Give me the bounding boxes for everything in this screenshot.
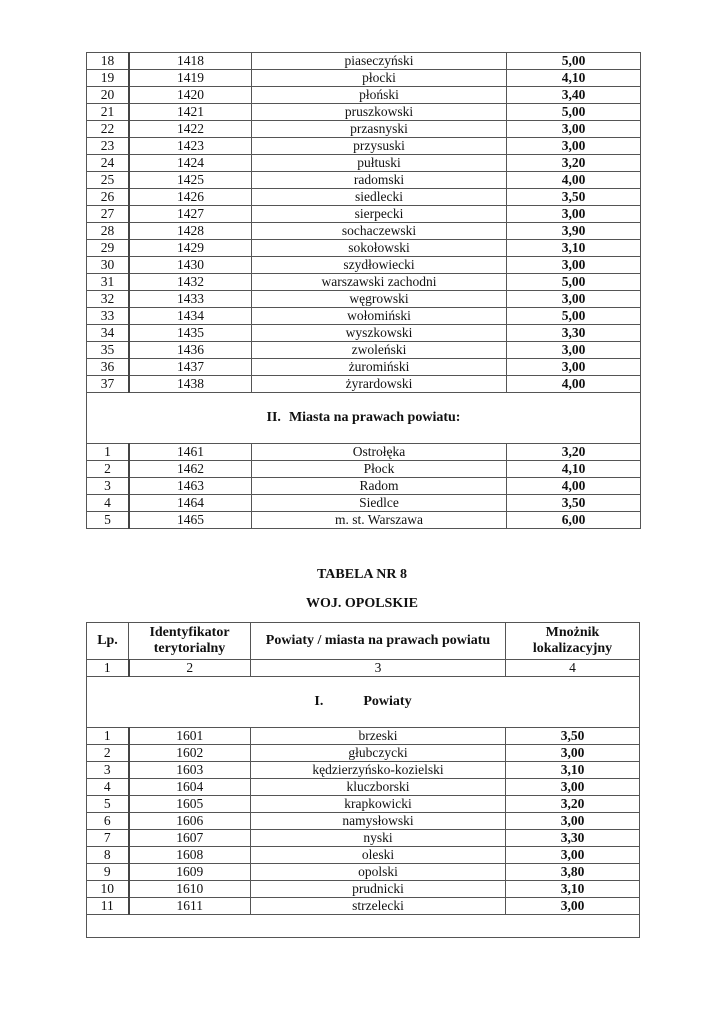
section-label: Miasta na prawach powiatu: [288,410,461,425]
lp-cell: 6 [87,813,129,830]
name-cell: żuromiński [252,359,507,376]
identifier-cell: 1601 [129,728,251,745]
multiplier-cell: 3,00 [506,847,640,864]
colnum-4: 4 [506,660,640,677]
name-cell: głubczycki [251,745,506,762]
identifier-cell: 1604 [129,779,251,796]
table-row [87,342,641,359]
table-row [87,478,641,495]
identifier-cell: 1423 [129,138,252,155]
table-row [87,495,641,512]
lp-cell: 2 [87,745,129,762]
lp-cell: 2 [87,461,130,478]
identifier-cell: 1419 [129,70,252,87]
lp-cell: 32 [87,291,130,308]
lp-cell: 21 [87,104,130,121]
name-cell: płoński [252,87,507,104]
table-row [87,444,641,461]
multiplier-cell: 3,00 [507,291,641,308]
name-cell: węgrowski [252,291,507,308]
name-cell: Siedlce [252,495,507,512]
table-row [87,745,640,762]
lp-cell: 27 [87,206,130,223]
name-cell: pułtuski [252,155,507,172]
name-cell: wyszkowski [252,325,507,342]
table-row [87,291,641,308]
table-row [87,813,640,830]
identifier-cell: 1429 [129,240,252,257]
table-row [87,461,641,478]
name-cell: płocki [252,70,507,87]
identifier-cell: 1437 [129,359,252,376]
table-row [87,376,641,393]
lp-cell: 24 [87,155,130,172]
lp-cell: 7 [87,830,129,847]
name-cell: sochaczewski [252,223,507,240]
identifier-cell: 1430 [129,257,252,274]
identifier-cell: 1605 [129,796,251,813]
lp-cell: 1 [87,728,129,745]
lp-cell: 31 [87,274,130,291]
table-row [87,240,641,257]
multiplier-cell: 3,20 [507,155,641,172]
name-cell: kluczborski [251,779,506,796]
identifier-cell: 1465 [129,512,252,529]
identifier-cell: 1602 [129,745,251,762]
lp-cell: 4 [87,495,130,512]
multiplier-cell: 5,00 [507,104,641,121]
colnum-3: 3 [251,660,506,677]
table-row [87,121,641,138]
table-row [87,138,641,155]
section-number: II. [266,410,281,425]
name-cell: Ostrołęka [252,444,507,461]
multiplier-cell: 3,10 [506,762,640,779]
name-cell: namysłowski [251,813,506,830]
table-row [87,274,641,291]
table-row [87,189,641,206]
identifier-cell: 1608 [129,847,251,864]
empty-row [87,915,640,938]
opolskie-table [86,622,640,938]
lp-cell: 22 [87,121,130,138]
table-row [87,257,641,274]
mazowieckie-table [86,52,641,529]
section-label: Powiaty [363,694,412,709]
section-powiaty [87,677,640,728]
multiplier-cell: 3,90 [507,223,641,240]
name-cell: prudnicki [251,881,506,898]
lp-cell: 25 [87,172,130,189]
multiplier-cell: 5,00 [507,53,641,70]
name-cell: brzeski [251,728,506,745]
multiplier-cell: 3,10 [507,240,641,257]
header-lp: Lp. [87,623,129,660]
multiplier-cell: 4,10 [507,461,641,478]
identifier-cell: 1426 [129,189,252,206]
table-row [87,223,641,240]
name-cell: przysuski [252,138,507,155]
multiplier-cell: 3,00 [507,257,641,274]
table-row [87,172,641,189]
lp-cell: 29 [87,240,130,257]
lp-cell: 8 [87,847,129,864]
colnum-1: 1 [87,660,129,677]
identifier-cell: 1427 [129,206,252,223]
lp-cell: 37 [87,376,130,393]
multiplier-cell: 3,30 [506,830,640,847]
section-miasta [87,393,641,444]
table-row [87,830,640,847]
lp-cell: 9 [87,864,129,881]
lp-cell: 34 [87,325,130,342]
table-row [87,881,640,898]
identifier-cell: 1610 [129,881,251,898]
table-row [87,762,640,779]
table-row [87,512,641,529]
colnum-2: 2 [129,660,251,677]
multiplier-cell: 3,50 [506,728,640,745]
lp-cell: 10 [87,881,129,898]
identifier-cell: 1436 [129,342,252,359]
multiplier-cell: 3,00 [506,813,640,830]
identifier-cell: 1424 [129,155,252,172]
name-cell: szydłowiecki [252,257,507,274]
lp-cell: 28 [87,223,130,240]
name-cell: żyrardowski [252,376,507,393]
table-title: TABELA NR 8 [317,567,407,582]
name-cell: wołomiński [252,308,507,325]
identifier-cell: 1421 [129,104,252,121]
multiplier-cell: 3,00 [507,342,641,359]
lp-cell: 5 [87,512,130,529]
name-cell: sierpecki [252,206,507,223]
lp-cell: 26 [87,189,130,206]
identifier-cell: 1463 [129,478,252,495]
multiplier-cell: 3,10 [506,881,640,898]
lp-cell: 3 [87,762,129,779]
multiplier-cell: 3,00 [506,779,640,796]
lp-cell: 1 [87,444,130,461]
table-row [87,728,640,745]
multiplier-cell: 4,00 [507,172,641,189]
multiplier-cell: 3,80 [506,864,640,881]
identifier-cell: 1464 [129,495,252,512]
name-cell: zwoleński [252,342,507,359]
name-cell: krapkowicki [251,796,506,813]
header-powiaty: Powiaty / miasta na prawach powiatu [251,623,506,660]
table-row [87,796,640,813]
identifier-cell: 1418 [129,53,252,70]
multiplier-cell: 3,50 [507,189,641,206]
table-row [87,104,641,121]
identifier-cell: 1607 [129,830,251,847]
lp-cell: 30 [87,257,130,274]
multiplier-cell: 3,40 [507,87,641,104]
identifier-cell: 1461 [129,444,252,461]
multiplier-cell: 3,30 [507,325,641,342]
identifier-cell: 1428 [129,223,252,240]
multiplier-cell: 5,00 [507,308,641,325]
name-cell: pruszkowski [252,104,507,121]
identifier-cell: 1609 [129,864,251,881]
lp-cell: 11 [87,898,129,915]
table-row [87,779,640,796]
multiplier-cell: 3,00 [506,745,640,762]
multiplier-cell: 3,00 [506,898,640,915]
multiplier-cell: 3,00 [507,359,641,376]
lp-cell: 20 [87,87,130,104]
name-cell: Radom [252,478,507,495]
identifier-cell: 1606 [129,813,251,830]
name-cell: siedlecki [252,189,507,206]
name-cell: strzelecki [251,898,506,915]
table-row [87,70,641,87]
lp-cell: 5 [87,796,129,813]
header-row [87,623,640,660]
name-cell: opolski [251,864,506,881]
table-row [87,87,641,104]
lp-cell: 19 [87,70,130,87]
identifier-cell: 1435 [129,325,252,342]
name-cell: radomski [252,172,507,189]
header-identyfikator: Identyfikator terytorialny [129,623,251,660]
name-cell: oleski [251,847,506,864]
identifier-cell: 1462 [129,461,252,478]
name-cell: przasnyski [252,121,507,138]
multiplier-cell: 4,00 [507,376,641,393]
multiplier-cell: 4,00 [507,478,641,495]
table-row [87,898,640,915]
identifier-cell: 1422 [129,121,252,138]
column-number-row [87,660,640,677]
multiplier-cell: 3,00 [507,138,641,155]
identifier-cell: 1603 [129,762,251,779]
name-cell: Płock [252,461,507,478]
identifier-cell: 1420 [129,87,252,104]
name-cell: m. st. Warszawa [252,512,507,529]
table-row [87,53,641,70]
lp-cell: 36 [87,359,130,376]
multiplier-cell: 3,50 [507,495,641,512]
section-number: I. [314,694,324,709]
lp-cell: 33 [87,308,130,325]
identifier-cell: 1432 [129,274,252,291]
table-row [87,155,641,172]
identifier-cell: 1611 [129,898,251,915]
multiplier-cell: 3,00 [507,206,641,223]
table-row [87,206,641,223]
identifier-cell: 1425 [129,172,252,189]
identifier-cell: 1434 [129,308,252,325]
table-row [87,308,641,325]
lp-cell: 23 [87,138,130,155]
name-cell: piaseczyński [252,53,507,70]
identifier-cell: 1438 [129,376,252,393]
header-mnoznik: Mnożnik lokalizacyjny [506,623,640,660]
table-row [87,325,641,342]
name-cell: warszawski zachodni [252,274,507,291]
name-cell: nyski [251,830,506,847]
table-subtitle: WOJ. OPOLSKIE [305,596,419,611]
name-cell: sokołowski [252,240,507,257]
table-row [87,864,640,881]
multiplier-cell: 5,00 [507,274,641,291]
table-row [87,359,641,376]
multiplier-cell: 3,00 [507,121,641,138]
lp-cell: 4 [87,779,129,796]
lp-cell: 18 [87,53,130,70]
identifier-cell: 1433 [129,291,252,308]
multiplier-cell: 3,20 [506,796,640,813]
lp-cell: 3 [87,478,130,495]
table-row [87,847,640,864]
multiplier-cell: 4,10 [507,70,641,87]
name-cell: kędzierzyńsko-kozielski [251,762,506,779]
multiplier-cell: 6,00 [507,512,641,529]
multiplier-cell: 3,20 [507,444,641,461]
lp-cell: 35 [87,342,130,359]
